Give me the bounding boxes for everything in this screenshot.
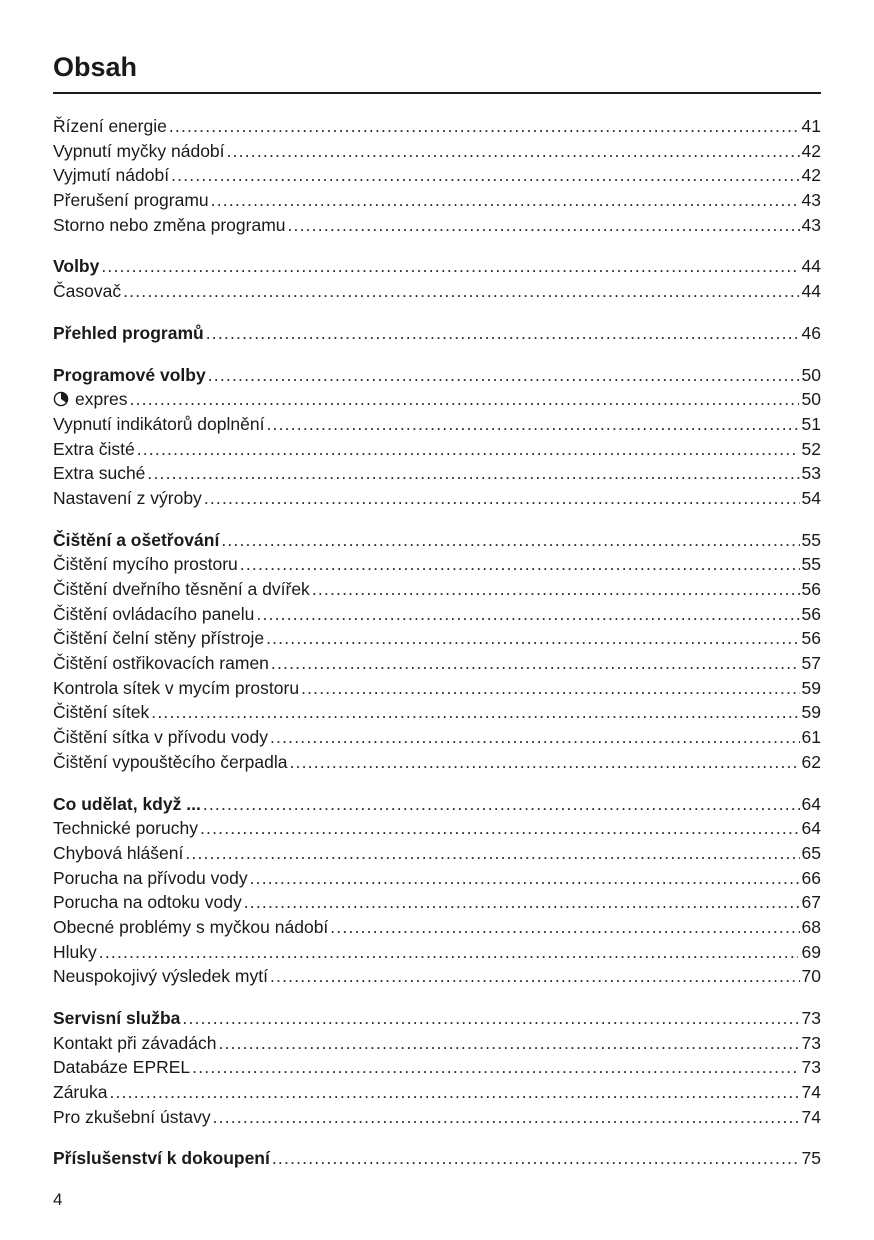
toc-entry[interactable]	[53, 890, 821, 915]
toc-entry-text: Čištění ovládacího panelu	[53, 603, 255, 624]
toc-page-number: 43	[801, 190, 821, 211]
toc-entry-label	[53, 437, 135, 462]
toc-entry[interactable]	[53, 213, 821, 238]
toc-entry[interactable]	[53, 750, 821, 775]
toc-entry[interactable]	[53, 651, 821, 676]
toc-entry-text: Programové volby	[53, 364, 206, 385]
toc-heading[interactable]	[53, 254, 821, 279]
toc-page-number: 50	[801, 364, 821, 385]
toc-page-number: 73	[801, 1057, 821, 1078]
dot-leader	[211, 188, 800, 213]
toc-heading[interactable]	[53, 528, 821, 553]
toc-page-number: 42	[801, 140, 821, 161]
dot-leader	[109, 1080, 798, 1105]
toc-entry[interactable]	[53, 602, 821, 627]
toc-entry-label	[53, 866, 248, 891]
dot-leader	[270, 964, 800, 989]
toc-page-number: 75	[801, 1148, 821, 1169]
toc-section	[53, 254, 821, 303]
toc-entry[interactable]	[53, 626, 821, 651]
section-spacer	[53, 304, 821, 321]
toc-entry-label	[53, 163, 169, 188]
toc-entry[interactable]	[53, 700, 821, 725]
dot-leader	[204, 486, 800, 511]
toc-entry-text: Porucha na přívodu vody	[53, 867, 248, 888]
toc-entry[interactable]	[53, 188, 821, 213]
toc-entry-text: Technické poruchy	[53, 818, 198, 839]
toc-entry-text: Kontrola sítek v mycím prostoru	[53, 677, 300, 698]
toc-page-number: 42	[801, 165, 821, 186]
dot-leader	[288, 213, 800, 238]
toc-entry-label	[53, 387, 128, 414]
toc-page-number: 64	[801, 818, 821, 839]
toc-entry-label	[53, 626, 264, 651]
toc-entry-label	[53, 1105, 211, 1130]
toc-entry[interactable]	[53, 915, 821, 940]
dot-leader	[203, 792, 800, 817]
toc-entry-label	[53, 552, 238, 577]
section-spacer	[53, 1129, 821, 1146]
toc-entry-label	[53, 412, 264, 437]
toc-entry-text: Extra čisté	[53, 438, 135, 459]
toc-entry-label	[53, 577, 310, 602]
toc-page-number: 51	[801, 413, 821, 434]
table-of-contents	[53, 114, 821, 1171]
toc-entry-text: Čištění vypouštěcího čerpadla	[53, 751, 288, 772]
toc-heading[interactable]	[53, 1146, 821, 1171]
toc-entry-label	[53, 321, 204, 346]
toc-page-number: 74	[801, 1082, 821, 1103]
toc-entry-text: Čištění a ošetřování	[53, 529, 220, 550]
toc-entry-label	[53, 676, 299, 701]
toc-entry-label	[53, 602, 254, 627]
toc-entry-label	[53, 915, 328, 940]
title-divider	[53, 92, 821, 94]
toc-heading[interactable]	[53, 792, 821, 817]
dot-leader	[137, 437, 800, 462]
dot-leader	[213, 1105, 800, 1130]
toc-entry-text: Přerušení programu	[53, 190, 209, 211]
toc-entry-label	[53, 841, 183, 866]
toc-entry-text: Vypnutí myčky nádobí	[53, 140, 225, 161]
toc-entry-label	[53, 816, 198, 841]
toc-entry-text: Záruka	[53, 1082, 108, 1103]
dot-leader	[130, 387, 800, 412]
toc-page-number: 53	[801, 463, 821, 484]
toc-page-number: 70	[801, 966, 821, 987]
toc-section	[53, 792, 821, 990]
toc-page-number: 59	[801, 702, 821, 723]
dot-leader	[240, 552, 800, 577]
toc-entry[interactable]	[53, 725, 821, 750]
section-spacer	[53, 237, 821, 254]
toc-entry[interactable]	[53, 1055, 821, 1080]
toc-entry[interactable]	[53, 940, 821, 965]
toc-page-number: 52	[801, 438, 821, 459]
toc-entry-text: Co udělat, když ...	[53, 793, 201, 814]
toc-page-number: 54	[801, 487, 821, 508]
toc-entry-label	[53, 188, 209, 213]
toc-entry-text: Příslušenství k dokoupení	[53, 1148, 270, 1169]
toc-entry-text: Řízení energie	[53, 116, 167, 136]
toc-page-number: 67	[801, 892, 821, 913]
toc-entry[interactable]	[53, 841, 821, 866]
toc-page-number: 56	[801, 579, 821, 599]
toc-entry-label	[53, 890, 242, 915]
toc-entry[interactable]	[53, 1080, 821, 1105]
toc-page-number: 41	[801, 116, 821, 136]
dot-leader	[208, 363, 800, 388]
toc-entry-text: Neuspokojivý výsledek mytí	[53, 966, 268, 987]
toc-entry[interactable]	[53, 114, 821, 139]
toc-entry-text: Čištění dveřního těsnění a dvířek	[53, 579, 310, 599]
dot-leader	[200, 816, 800, 841]
toc-entry-label	[53, 750, 287, 775]
toc-entry-label	[53, 1006, 180, 1031]
toc-entry-label	[53, 1031, 216, 1056]
toc-entry[interactable]	[53, 866, 821, 891]
toc-heading[interactable]	[53, 363, 821, 388]
dot-leader	[147, 461, 799, 486]
toc-page-number: 61	[801, 727, 821, 748]
toc-page-number: 59	[801, 677, 821, 698]
dot-leader	[271, 651, 800, 676]
toc-section	[53, 1006, 821, 1129]
toc-entry-text: Hluky	[53, 941, 97, 962]
dot-leader	[244, 890, 800, 915]
dot-leader	[289, 750, 799, 775]
toc-entry-text: Obecné problémy s myčkou nádobí	[53, 916, 329, 937]
toc-entry-label	[53, 940, 97, 965]
toc-entry[interactable]	[53, 1105, 821, 1130]
section-spacer	[53, 775, 821, 792]
toc-entry-text: Časovač	[53, 281, 122, 302]
toc-entry[interactable]	[53, 964, 821, 989]
toc-section	[53, 363, 821, 511]
toc-page-number: 44	[801, 281, 821, 302]
toc-section	[53, 321, 821, 346]
toc-entry[interactable]	[53, 437, 821, 462]
toc-entry-text: Čištění mycího prostoru	[53, 554, 238, 575]
dot-leader	[227, 139, 800, 164]
toc-entry-label	[53, 139, 225, 164]
toc-page-number: 64	[801, 793, 821, 814]
toc-entry-label	[53, 964, 268, 989]
toc-entry[interactable]	[53, 676, 821, 701]
toc-page-number: 62	[801, 751, 821, 772]
toc-page-number: 46	[801, 322, 821, 343]
toc-heading[interactable]	[53, 1006, 821, 1031]
toc-entry-label	[53, 700, 149, 725]
toc-page-number: 66	[801, 867, 821, 888]
toc-page-number: 56	[801, 603, 821, 624]
toc-page-number: 43	[801, 214, 821, 235]
toc-page-number: 56	[801, 628, 821, 649]
toc-page-number: 65	[801, 842, 821, 863]
toc-entry-label	[53, 254, 99, 279]
toc-entry-text: Vyjmutí nádobí	[53, 165, 170, 186]
toc-page-number: 69	[801, 941, 821, 962]
toc-page-number: 57	[801, 653, 821, 674]
toc-entry-label	[53, 213, 286, 238]
toc-entry-text: Storno nebo změna programu	[53, 214, 286, 235]
toc-entry-label	[53, 792, 201, 817]
toc-entry-label	[53, 486, 202, 511]
toc-page-number: 44	[801, 256, 821, 277]
toc-entry-text: Volby	[53, 256, 100, 277]
toc-section	[53, 528, 821, 775]
toc-entry-text: Čištění ostřikovacích ramen	[53, 653, 269, 674]
toc-entry-label	[53, 1080, 107, 1105]
dot-leader	[101, 254, 798, 279]
dot-leader	[250, 866, 800, 891]
page-number: 4	[53, 1190, 63, 1209]
dot-leader	[99, 940, 799, 965]
section-spacer	[53, 989, 821, 1006]
dot-leader	[185, 841, 799, 866]
toc-entry-text: Přehled programů	[53, 322, 204, 343]
dot-leader	[192, 1055, 799, 1080]
toc-entry-label	[53, 363, 206, 388]
toc-entry-text: Pro zkušební ústavy	[53, 1106, 211, 1127]
dot-leader	[330, 915, 799, 940]
section-spacer	[53, 346, 821, 363]
toc-entry-text: Čištění čelní stěny přístroje	[53, 628, 265, 649]
toc-page-number: 74	[801, 1106, 821, 1127]
toc-entry-text: Porucha na odtoku vody	[53, 892, 242, 913]
toc-entry-label	[53, 114, 167, 139]
dot-leader	[266, 626, 799, 651]
toc-entry[interactable]	[53, 139, 821, 164]
toc-entry[interactable]	[53, 279, 821, 304]
dot-leader	[169, 114, 800, 139]
toc-entry-label	[53, 528, 219, 553]
dot-leader	[123, 279, 799, 304]
dot-leader	[312, 577, 800, 602]
toc-entry-label	[53, 461, 145, 486]
page-title: Obsah	[53, 52, 138, 82]
toc-page-number: 68	[801, 916, 821, 937]
toc-entry[interactable]	[53, 461, 821, 486]
toc-page-number: 55	[801, 554, 821, 575]
toc-heading[interactable]	[53, 321, 821, 346]
toc-entry-text: Čištění sítek	[53, 702, 150, 723]
toc-entry-text: Extra suché	[53, 463, 146, 484]
dot-leader	[206, 321, 800, 346]
dot-leader	[270, 725, 800, 750]
dot-leader	[266, 412, 799, 437]
dot-leader	[272, 1146, 800, 1171]
toc-entry-text: Vypnutí indikátorů doplnění	[53, 413, 265, 434]
dot-leader	[256, 602, 799, 627]
toc-page-number: 73	[801, 1008, 821, 1028]
dot-leader	[151, 700, 799, 725]
toc-entry[interactable]	[53, 163, 821, 188]
toc-entry-label	[53, 651, 269, 676]
toc-page-number: 50	[801, 389, 821, 410]
dot-leader	[221, 528, 799, 553]
toc-section	[53, 1146, 821, 1171]
dot-leader	[182, 1006, 799, 1031]
toc-entry-text: Nastavení z výroby	[53, 487, 202, 508]
toc-entry[interactable]	[53, 387, 821, 412]
toc-entry-text: Kontakt při závadách	[53, 1032, 217, 1053]
toc-page-number: 55	[801, 529, 821, 550]
toc-entry-label	[53, 1146, 270, 1171]
toc-entry-text: Servisní služba	[53, 1008, 181, 1028]
clock-icon	[53, 389, 69, 414]
section-spacer	[53, 511, 821, 528]
toc-entry-text: Chybová hlášení	[53, 842, 184, 863]
toc-entry-label	[53, 1055, 190, 1080]
toc-entry[interactable]	[53, 577, 821, 602]
dot-leader	[301, 676, 799, 701]
toc-entry[interactable]	[53, 412, 821, 437]
toc-page-number: 73	[801, 1032, 821, 1053]
toc-entry-label	[53, 279, 121, 304]
toc-entry-text: expres	[75, 389, 128, 410]
toc-entry-label	[53, 725, 268, 750]
toc-entry[interactable]	[53, 1031, 821, 1056]
toc-entry-text: Databáze EPREL	[53, 1057, 191, 1078]
toc-entry[interactable]	[53, 552, 821, 577]
toc-entry[interactable]	[53, 816, 821, 841]
toc-section	[53, 114, 821, 237]
dot-leader	[171, 163, 799, 188]
toc-entry[interactable]	[53, 486, 821, 511]
toc-entry-text: Čištění sítka v přívodu vody	[53, 727, 268, 748]
dot-leader	[218, 1031, 799, 1056]
